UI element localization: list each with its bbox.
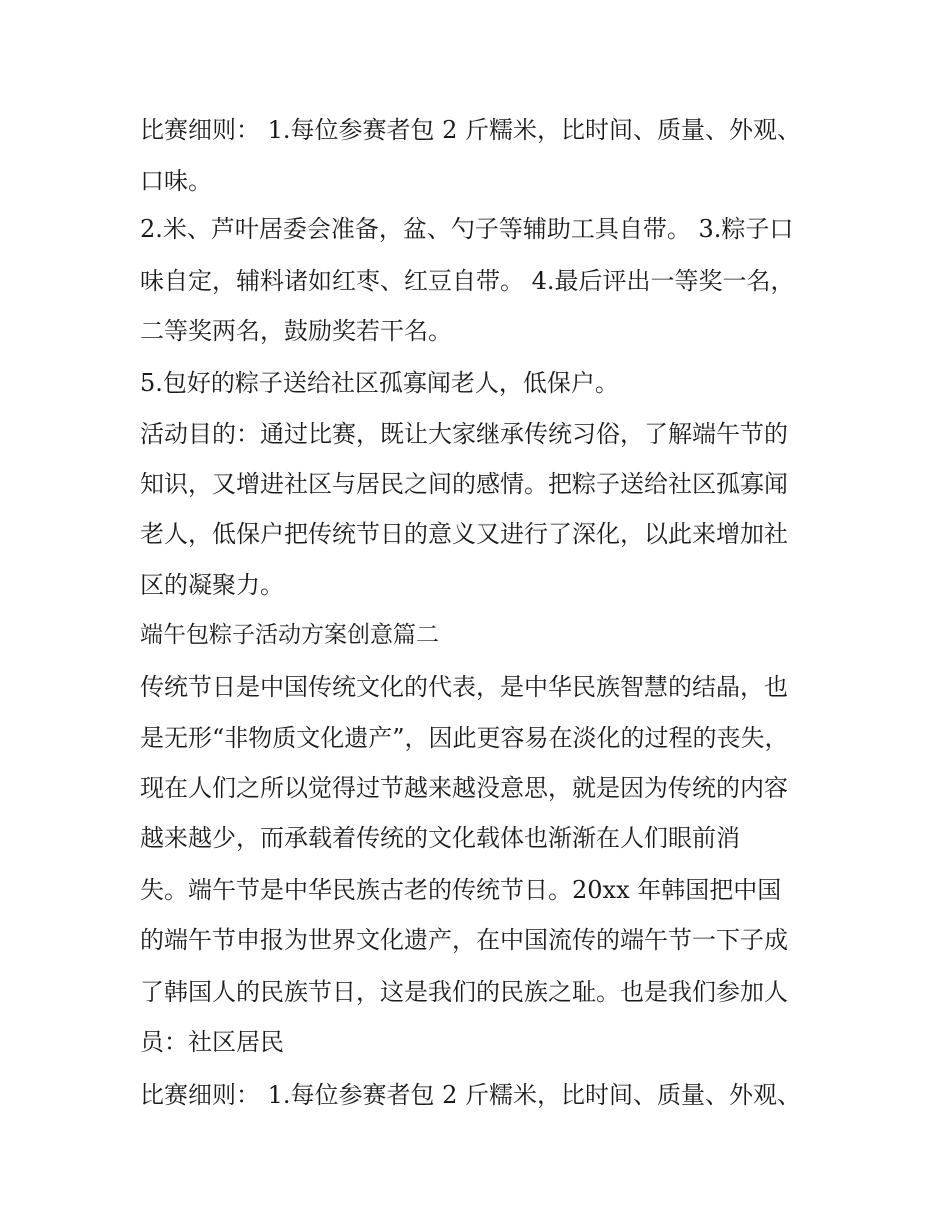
text-line: 越来越少，而承载着传统的文化载体也渐渐在人们眼前消 [140,824,740,852]
text-line: 现在人们之所以觉得过节越来越没意思，就是因为传统的内容 [140,774,788,802]
text-line: 口味。 [140,167,212,195]
text-line: 区的凝聚力。 [140,571,284,599]
text-line: 的端午节申报为世界文化遗产，在中国流传的端午节一下子成 [140,926,788,954]
section-heading: 端午包粽子活动方案创意篇二 [140,622,439,648]
text-line: 比赛细则： 1.每位参赛者包 2 斤糯米，比时间、质量、外观、 [140,1081,802,1109]
text-line: 失。端午节是中华民族古老的传统节日。20xx 年韩国把中国 [140,876,782,904]
text-line: 传统节日是中国传统文化的代表，是中华民族智慧的结晶，也 [140,673,788,701]
text-line: 老人，低保户把传统节日的意义又进行了深化，以此来增加社 [140,520,788,548]
text-line: 活动目的：通过比赛，既让大家继承传统习俗，了解端午节的 [140,420,788,448]
text-line: 比赛细则： 1.每位参赛者包 2 斤糯米，比时间、质量、外观、 [140,116,802,144]
text-line: 知识，又增进社区与居民之间的感情。把粽子送给社区孤寡闻 [140,470,788,498]
text-line: 员：社区居民 [140,1028,284,1056]
text-line: 2.米、芦叶居委会准备，盆、勺子等辅助工具自带。 3.粽子口 [140,215,794,243]
text-line: 了韩国人的民族节日，这是我们的民族之耻。也是我们参加人 [140,978,788,1006]
text-line: 是无形“非物质文化遗产”，因此更容易在淡化的过程的丧失， [140,724,789,752]
text-line: 味自定，辅料诸如红枣、红豆自带。 4.最后评出一等奖一名， [140,267,795,295]
text-line: 二等奖两名，鼓励奖若干名。 [140,317,452,345]
text-line: 5.包好的粽子送给社区孤寡闻老人，低保户。 [140,369,619,397]
